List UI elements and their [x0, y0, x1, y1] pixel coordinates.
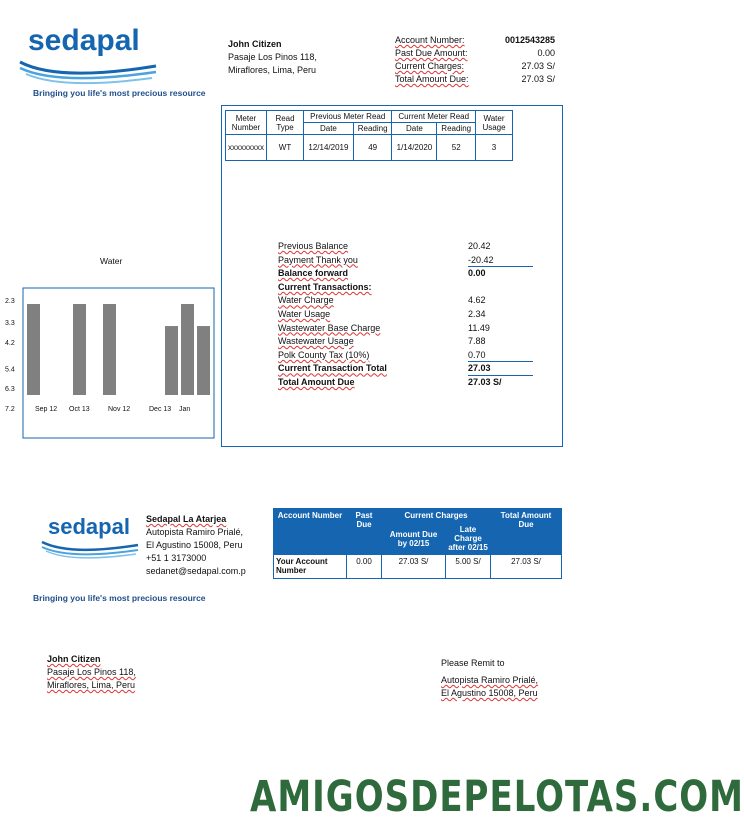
summary-label: Total Amount Due: — [395, 74, 469, 84]
usage-cell: 3 — [476, 135, 513, 161]
x-tick-label: Nov 12 — [108, 406, 131, 413]
charge-row — [278, 254, 533, 268]
stub-wave-icon — [40, 538, 140, 558]
account-summary — [395, 34, 555, 86]
stub-past-due-header: Past Due — [347, 509, 382, 555]
cur-date-header: Date — [392, 123, 437, 135]
summary-value: 0012543285 — [504, 35, 555, 45]
top-logo — [18, 26, 158, 86]
stub-amount-due-header: Amount Due by 02/15 — [382, 523, 446, 555]
charge-value: -20.42 — [468, 254, 533, 268]
charge-row — [278, 308, 533, 322]
charge-value: 4.62 — [468, 295, 486, 306]
charge-value: 27.03 — [468, 362, 533, 376]
prev-date-header: Date — [304, 123, 354, 135]
y-tick-label: 5.4 — [5, 366, 15, 374]
summary-row — [395, 34, 555, 47]
meter-number-cell: xxxxxxxxx — [226, 135, 267, 161]
previous-read-header: Previous Meter Read — [304, 111, 392, 123]
usage-chart-svg — [5, 288, 215, 440]
charge-label: Water Charge — [278, 295, 334, 306]
charge-row — [278, 267, 533, 281]
read-type-cell: WT — [267, 135, 304, 161]
charge-label: Total Amount Due — [278, 376, 355, 387]
chart-bar — [181, 304, 194, 395]
customer-address-line1: Pasaje Los Pinos 118, — [228, 52, 317, 62]
customer-address-bottom — [47, 653, 136, 692]
charge-row — [278, 362, 533, 376]
charge-label: Payment Thank you — [278, 254, 358, 265]
summary-row — [395, 60, 555, 73]
stub-account-header: Account Number — [274, 509, 347, 555]
office-address-line1: Autopista Ramiro Prialé, — [146, 527, 244, 537]
charge-label: Previous Balance — [278, 241, 349, 251]
charges-list — [278, 240, 533, 390]
prev-reading-cell: 49 — [353, 135, 392, 161]
charge-value: 0.00 — [468, 268, 486, 279]
customer-address-line2: Miraflores, Lima, Peru — [228, 65, 317, 75]
payment-stub-table — [273, 508, 562, 579]
stub-past-due-cell: 0.00 — [347, 555, 382, 579]
x-tick-label: Jan — [179, 406, 191, 413]
stub-logo — [40, 516, 140, 560]
office-phone: +51 1 3173000 — [146, 553, 207, 563]
charge-value: 7.88 — [468, 336, 486, 347]
watermark: AMIGOSDEPELOTAS.COM — [250, 772, 744, 822]
water-usage-header: Water Usage — [476, 111, 513, 135]
meter-table — [225, 110, 513, 161]
prev-date-cell: 12/14/2019 — [304, 135, 354, 161]
y-tick-label: 4.2 — [5, 339, 15, 347]
stub-total-cell: 27.03 S/ — [491, 555, 562, 579]
summary-value: 27.03 S/ — [521, 61, 555, 71]
summary-row — [395, 73, 555, 86]
chart-bar — [197, 326, 210, 395]
charge-value: 11.49 — [468, 322, 490, 333]
customer-name-bottom: John Citizen — [47, 654, 101, 664]
meter-number-header: Meter Number — [226, 111, 267, 135]
usage-chart — [5, 288, 215, 440]
office-email: sedanet@sedapal.com.p — [146, 566, 246, 576]
stub-total-header: Total Amount Due — [491, 509, 562, 555]
office-address-line2: El Agustino 15008, Peru — [146, 540, 243, 550]
charge-row — [278, 240, 533, 254]
customer-address-top — [228, 38, 317, 77]
stub-logo-wordmark: sedapal — [48, 514, 130, 539]
charge-label: Balance forward — [278, 268, 349, 279]
charge-value: 20.42 — [468, 241, 491, 251]
remit-address — [441, 657, 538, 700]
charge-label: Polk County Tax (10%) — [278, 349, 370, 360]
prev-reading-header: Reading — [353, 123, 392, 135]
read-type-header: Read Type — [267, 111, 304, 135]
stub-account-cell: Your Account Number — [274, 555, 347, 579]
current-read-header: Current Meter Read — [392, 111, 476, 123]
remit-address-line1: Autopista Ramiro Prialé, — [441, 675, 539, 685]
y-tick-label: 3.3 — [5, 320, 15, 328]
stub-tagline: Bringing you life's most precious resource — [33, 593, 206, 603]
charge-row — [278, 322, 533, 336]
chart-bar — [165, 326, 178, 395]
y-tick-label: 7.2 — [5, 406, 15, 413]
stub-amount-due-cell: 27.03 S/ — [382, 555, 446, 579]
charge-label: Current Transactions: — [278, 281, 372, 292]
remit-address-line2: El Agustino 15008, Peru — [441, 688, 538, 698]
charge-label: Current Transaction Total — [278, 363, 387, 374]
charge-value: 27.03 S/ — [468, 376, 502, 387]
charge-label: Wastewater Base Charge — [278, 322, 381, 333]
top-tagline: Bringing you life's most precious resource — [33, 88, 206, 98]
charge-row — [278, 294, 533, 308]
office-name: Sedapal La Atarjea — [146, 514, 227, 524]
stub-late-header: Late Charge after 02/15 — [446, 523, 491, 555]
cur-reading-header: Reading — [437, 123, 476, 135]
summary-value: 27.03 S/ — [521, 74, 555, 84]
cur-reading-cell: 52 — [437, 135, 476, 161]
charge-value — [468, 281, 533, 295]
stub-current-header: Current Charges — [382, 509, 491, 523]
wave-icon — [18, 56, 158, 84]
x-tick-label: Oct 13 — [69, 406, 90, 413]
summary-value: 0.00 — [537, 48, 555, 58]
charge-row — [278, 281, 533, 295]
remit-label: Please Remit to — [441, 658, 505, 668]
charge-row — [278, 335, 533, 349]
charge-value: 2.34 — [468, 308, 486, 319]
chart-title: Water — [100, 256, 123, 266]
y-tick-label: 6.3 — [5, 386, 15, 394]
charge-label: Water Usage — [278, 308, 331, 319]
summary-row — [395, 47, 555, 60]
charge-label: Wastewater Usage — [278, 336, 354, 347]
summary-label: Past Due Amount: — [395, 48, 468, 58]
charge-value: 0.70 — [468, 349, 533, 363]
cur-date-cell: 1/14/2020 — [392, 135, 437, 161]
chart-bar — [73, 304, 86, 395]
customer-address-line2-bottom: Miraflores, Lima, Peru — [47, 680, 136, 690]
customer-address-line1-bottom: Pasaje Los Pinos 118, — [47, 667, 136, 677]
charge-row — [278, 349, 533, 363]
logo-wordmark: sedapal — [28, 24, 140, 57]
chart-bar — [27, 304, 40, 395]
office-address — [146, 513, 246, 578]
chart-bar — [103, 304, 116, 395]
customer-name: John Citizen — [228, 39, 282, 49]
charge-row — [278, 376, 533, 390]
y-tick-label: 2.3 — [5, 298, 15, 305]
stub-late-cell: 5.00 S/ — [446, 555, 491, 579]
x-tick-label: Sep 12 — [35, 406, 58, 413]
summary-label: Account Number: — [395, 35, 465, 45]
x-tick-label: Dec 13 — [149, 406, 172, 413]
summary-label: Current Charges: — [395, 61, 465, 71]
